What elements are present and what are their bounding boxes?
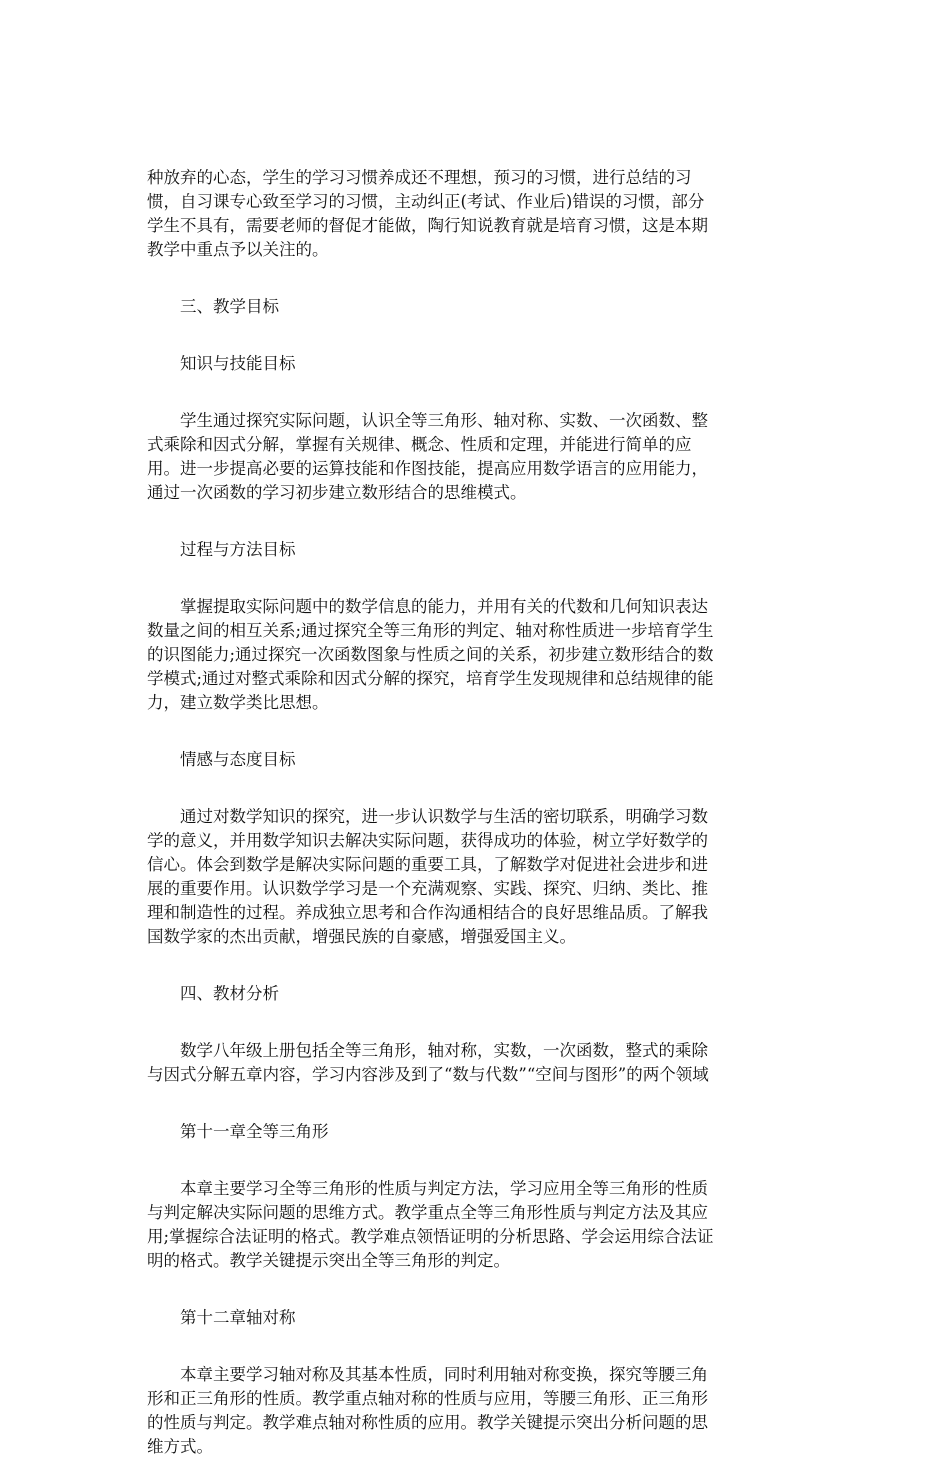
text-line: 与因式分解五章内容，学习内容涉及到了“数与代数”“空间与图形”的两个领域: [147, 1065, 709, 1084]
text-line: 式乘除和因式分解，掌握有关规律、概念、性质和定理，并能进行简单的应: [147, 435, 692, 454]
paragraph-chapter-12: [147, 1363, 807, 1459]
document-page: [147, 166, 807, 1459]
text-line: 的性质与判定。教学难点轴对称性质的应用。教学关键提示突出分析问题的思: [147, 1413, 708, 1432]
subheading-process-methods: 过程与方法目标: [180, 540, 296, 559]
text-line: 数量之间的相互关系;通过探究全等三角形的判定、轴对称性质进一步培育学生: [147, 621, 714, 640]
text-line: 的识图能力;通过探究一次函数图象与性质之间的关系，初步建立数形结合的数: [147, 645, 714, 664]
text-line: 维方式。: [147, 1437, 213, 1456]
text-line: 惯，自习课专心致至学习的习惯，主动纠正(考试、作业后)错误的习惯，部分: [147, 192, 705, 211]
paragraph-habits: [147, 166, 807, 262]
subheading-knowledge-skills: 知识与技能目标: [180, 354, 296, 373]
text-line: 通过一次函数的学习初步建立数形结合的思维模式。: [147, 483, 527, 502]
text-line: 用。进一步提高必要的运算技能和作图技能，提高应用数学语言的应用能力，: [147, 459, 708, 478]
text-line: 展的重要作用。认识数学学习是一个充满观察、实践、探究、归纳、类比、推: [147, 879, 708, 898]
section-heading-teaching-goals: 三、教学目标: [180, 297, 279, 316]
text-line: 本章主要学习全等三角形的性质与判定方法，学习应用全等三角形的性质: [180, 1179, 708, 1198]
text-line: 数学八年级上册包括全等三角形，轴对称，实数，一次函数，整式的乘除: [180, 1041, 708, 1060]
text-line: 学生不具有，需要老师的督促才能做，陶行知说教育就是培育习惯，这是本期: [147, 216, 708, 235]
section-heading-material-analysis: 四、教材分析: [180, 984, 279, 1003]
text-line: 与判定解决实际问题的思维方式。教学重点全等三角形性质与判定方法及其应: [147, 1203, 708, 1222]
subheading-emotion-attitude: 情感与态度目标: [180, 750, 296, 769]
paragraph-emotion-attitude: [147, 805, 807, 949]
chapter-heading-11: 第十一章全等三角形: [180, 1122, 329, 1141]
paragraph-process-methods: [147, 595, 807, 715]
text-line: 国数学家的杰出贡献，增强民族的自豪感，增强爱国主义。: [147, 927, 576, 946]
text-line: 掌握提取实际问题中的数学信息的能力，并用有关的代数和几何知识表达: [180, 597, 708, 616]
text-line: 学的意义，并用数学知识去解决实际问题，获得成功的体验，树立学好数学的: [147, 831, 708, 850]
text-line: 用;掌握综合法证明的格式。教学难点领悟证明的分析思路、学会运用综合法证: [147, 1227, 714, 1246]
text-line: 学模式;通过对整式乘除和因式分解的探究，培育学生发现规律和总结规律的能: [147, 669, 714, 688]
text-line: 理和制造性的过程。养成独立思考和合作沟通相结合的良好思维品质。了解我: [147, 903, 708, 922]
text-line: 学生通过探究实际问题，认识全等三角形、轴对称、实数、一次函数、整: [180, 411, 708, 430]
text-line: 教学中重点予以关注的。: [147, 240, 329, 259]
text-line: 力，建立数学类比思想。: [147, 693, 329, 712]
paragraph-material-analysis: [147, 1039, 807, 1087]
paragraph-knowledge-skills: [147, 409, 807, 505]
text-line: 种放弃的心态，学生的学习习惯养成还不理想，预习的习惯，进行总结的习: [147, 168, 692, 187]
text-line: 本章主要学习轴对称及其基本性质，同时利用轴对称变换，探究等腰三角: [180, 1365, 708, 1384]
text-line: 通过对数学知识的探究，进一步认识数学与生活的密切联系，明确学习数: [180, 807, 708, 826]
text-line: 信心。体会到数学是解决实际问题的重要工具，了解数学对促进社会进步和进: [147, 855, 708, 874]
text-line: 形和正三角形的性质。教学重点轴对称的性质与应用，等腰三角形、正三角形: [147, 1389, 708, 1408]
paragraph-chapter-11: [147, 1177, 807, 1273]
text-line: 明的格式。教学关键提示突出全等三角形的判定。: [147, 1251, 510, 1270]
chapter-heading-12: 第十二章轴对称: [180, 1308, 296, 1327]
